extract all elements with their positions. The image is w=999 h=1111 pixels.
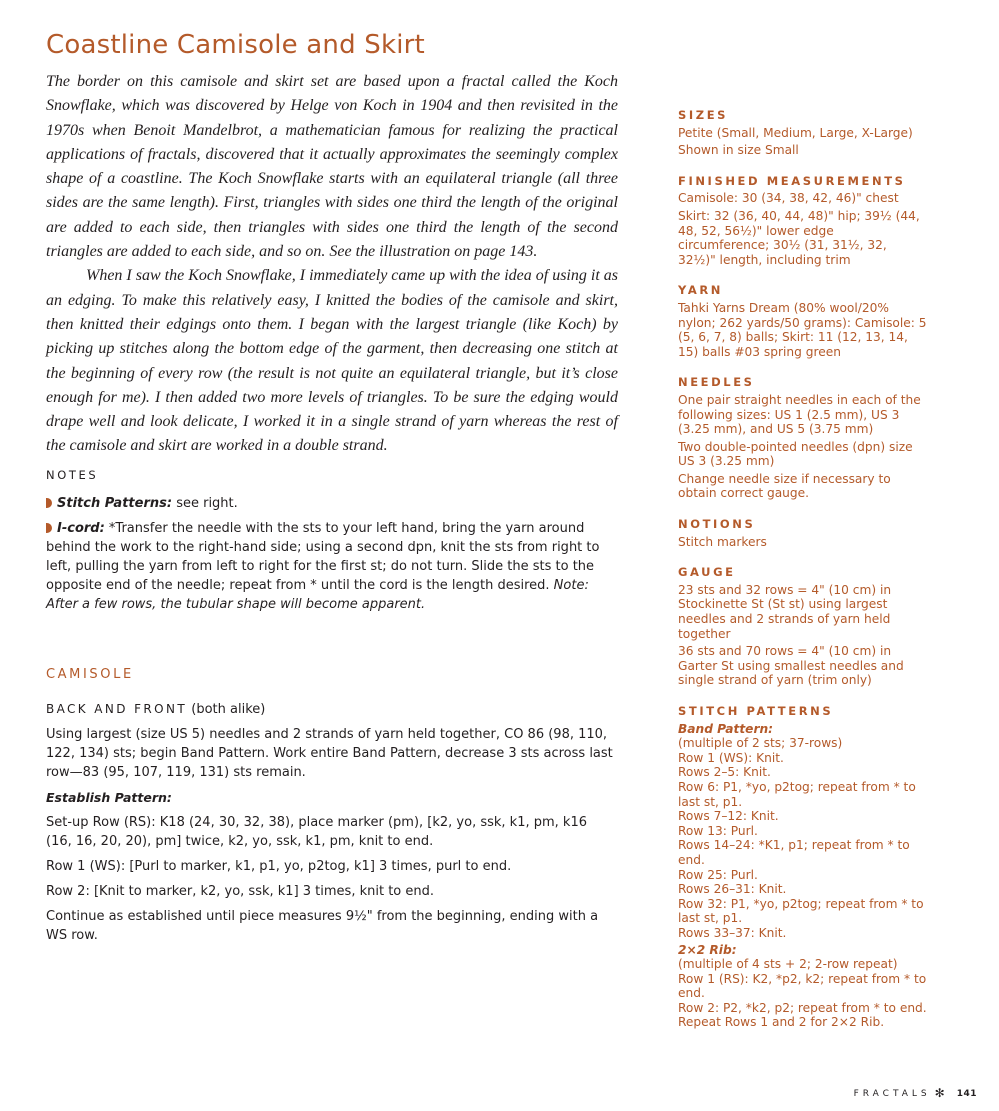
rib-title: 2×2 Rib: <box>678 942 737 957</box>
star-icon: ✻ <box>934 1086 949 1100</box>
sizes-heading: SIZES <box>678 108 729 122</box>
gauge-line: 36 sts and 70 rows = 4" (10 cm) in Garter St using smallest needles and single strand of yarn (trim only) <box>678 644 904 688</box>
rib-line: Row 2: P2, *k2, p2; repeat from * to end. <box>678 1000 927 1015</box>
back-front-heading <box>46 700 616 719</box>
setup-row: Set-up Row (RS): K18 (24, 30, 32, 38), place marker (pm), [k2, yo, ssk, k1, pm, k16 (16, 16, 20, 20), pm] twice, k2, yo, ssk, k1, pm, knit to end. <box>46 815 587 849</box>
needles-heading: NEEDLES <box>678 375 755 390</box>
gauge-line: 23 sts and 32 rows = 4" (10 cm) in Stockinette St (St st) using largest needles and 2 strands of yarn held together <box>678 582 892 641</box>
intro-text <box>46 70 618 459</box>
needles-section <box>678 375 928 501</box>
band-line: Row 1 (WS): Knit. <box>678 750 784 765</box>
establish-pattern-heading: Establish Pattern: <box>46 790 172 805</box>
stitch-patterns-heading: STITCH PATTERNS <box>678 704 834 718</box>
note-icord-text: *Transfer the needle with the sts to your left hand, bring the yarn around behind the work to the right-hand side; using a second dpn, knit the sts from right to left, pulling the yarn from left to right for the first st; do not turn. Slide the sts to the opposite end of the needle; repeat from * until the cord is the length desired. <box>46 521 600 593</box>
rib-line: (multiple of 4 sts + 2; 2-row repeat) <box>678 957 898 972</box>
note-icord-label: I-cord: <box>57 521 105 536</box>
yarn-section <box>678 283 928 359</box>
intro-paragraph-1: The border on this camisole and skirt set are based upon a fractal called the Koch Snowflake, which was discovered by Helge von Koch in 1904 and then revisited in the 1970s when Benoit Mandelbrot, a mathematician famous for realizing the practical applications of fractals, discovered that it actually approximates the seemingly complex shape of a coastline. The Koch Snowflake starts with an equilateral triangle (all three sides are the same length). First, triangles with sides one third the length of the original are added to each side, then triangles with sides one third the length of the second triangles are added to each side, and so on. See the illustration on page 143. <box>46 73 618 261</box>
note-stitch-text: see right. <box>172 496 238 511</box>
band-pattern-title: Band Pattern: <box>678 721 774 736</box>
footer-section-title: FRACTALS <box>853 1089 931 1099</box>
camisole-paragraph-1: Using largest (size US 5) needles and 2 strands of yarn held together, CO 86 (98, 110, 122, 134) sts; begin Band Pattern. Work entire Band Pattern, decrease 3 sts across last row—83 (95, 107, 119, 131) sts remain. <box>46 727 613 780</box>
note-icord-note: Note: After a few rows, the tubular shape will become apparent. <box>46 578 589 612</box>
bullet-icon <box>46 523 52 533</box>
band-line: Rows 2–5: Knit. <box>678 765 771 780</box>
band-line: (multiple of 2 sts; 37-rows) <box>678 736 843 751</box>
finished-line: Camisole: 30 (34, 38, 42, 46)" chest <box>678 191 899 206</box>
band-line: Rows 14–24: *K1, p1; repeat from * to end. <box>678 838 910 867</box>
notions-text: Stitch markers <box>678 534 767 549</box>
camisole-heading: CAMISOLE <box>46 667 134 682</box>
needles-line: Change needle size if necessary to obtain correct gauge. <box>678 471 891 501</box>
continue-text: Continue as established until piece measures 9½" from the beginning, ending with a WS row. <box>46 909 599 943</box>
band-line: Row 32: P1, *yo, p2tog; repeat from * to last st, p1. <box>678 896 924 926</box>
needles-line: Two double-pointed needles (dpn) size US 3 (3.25 mm) <box>678 439 913 469</box>
page-number: 141 <box>956 1089 977 1099</box>
row-2: Row 2: [Knit to marker, k2, yo, ssk, k1] 3 times, knit to end. <box>46 884 435 899</box>
notions-heading: NOTIONS <box>678 517 756 532</box>
gauge-heading: GAUGE <box>678 565 736 580</box>
bullet-icon <box>46 498 52 508</box>
finished-line: Skirt: 32 (36, 40, 44, 48)" hip; 39½ (44, 48, 52, 56½)" lower edge circumference; 30½ (31, 31½, 32, 32½)" length, including trim <box>678 208 920 267</box>
intro-paragraph-2: When I saw the Koch Snowflake, I immediately came up with the idea of using it as an edging. To make this relatively easy, I knitted the bodies of the camisole and skirt, then knitted their edgings onto them. I began with the largest triangle (like Koch) by picking up stitches along the bottom edge of the garment, then decreasing one stitch at the beginning of every row (the result is not quite an equilateral triangle, but it’s close enough for me). I then added two more levels of triangles. To be sure the edging would drape well and look delicate, I worked it in a single strand of yarn whereas the rest of the camisole and skirt are worked in a double strand. <box>46 267 618 455</box>
back-front-note: (both alike) <box>187 702 266 717</box>
band-line: Row 13: Purl. <box>678 823 758 838</box>
note-icord <box>46 519 616 614</box>
yarn-heading: YARN <box>678 283 724 298</box>
pattern-sidebar <box>678 108 928 1046</box>
notes-section <box>46 466 616 614</box>
band-line: Row 25: Purl. <box>678 867 758 882</box>
stitch-patterns-section <box>678 704 928 1030</box>
back-front-label: BACK AND FRONT <box>46 702 188 716</box>
band-line: Row 6: P1, *yo, p2tog; repeat from * to last st, p1. <box>678 779 916 809</box>
rib-line: Row 1 (RS): K2, *p2, k2; repeat from * to end. <box>678 971 927 1001</box>
band-line: Rows 33–37: Knit. <box>678 925 787 940</box>
sizes-line: Petite (Small, Medium, Large, X-Large) <box>678 125 913 140</box>
page-footer <box>854 1086 977 1100</box>
band-line: Rows 7–12: Knit. <box>678 809 779 824</box>
camisole-section <box>46 665 616 945</box>
page-title: Coastline Camisole and Skirt <box>46 30 425 60</box>
needles-line: One pair straight needles in each of the following sizes: US 1 (2.5 mm), US 3 (3.25 mm), and US 5 (3.75 mm) <box>678 392 921 437</box>
yarn-text: Tahki Yarns Dream (80% wool/20% nylon; 262 yards/50 grams): Camisole: 5 (5, 6, 7, 8) balls; Skirt: 11 (12, 13, 14, 15) balls #03 spring green <box>678 300 927 359</box>
note-stitch-label: Stitch Patterns: <box>57 496 173 511</box>
sizes-section <box>678 108 928 158</box>
finished-measurements-heading: FINISHED MEASUREMENTS <box>678 173 906 188</box>
band-line: Rows 26–31: Knit. <box>678 882 787 897</box>
sizes-line: Shown in size Small <box>678 143 799 158</box>
notes-heading: NOTES <box>46 468 99 482</box>
note-stitch-patterns <box>46 494 616 513</box>
notions-section <box>678 517 928 549</box>
rib-line: Repeat Rows 1 and 2 for 2×2 Rib. <box>678 1015 885 1030</box>
finished-measurements-section <box>678 174 928 268</box>
gauge-section <box>678 565 928 688</box>
row-1: Row 1 (WS): [Purl to marker, k1, p1, yo, p2tog, k1] 3 times, purl to end. <box>46 859 512 874</box>
